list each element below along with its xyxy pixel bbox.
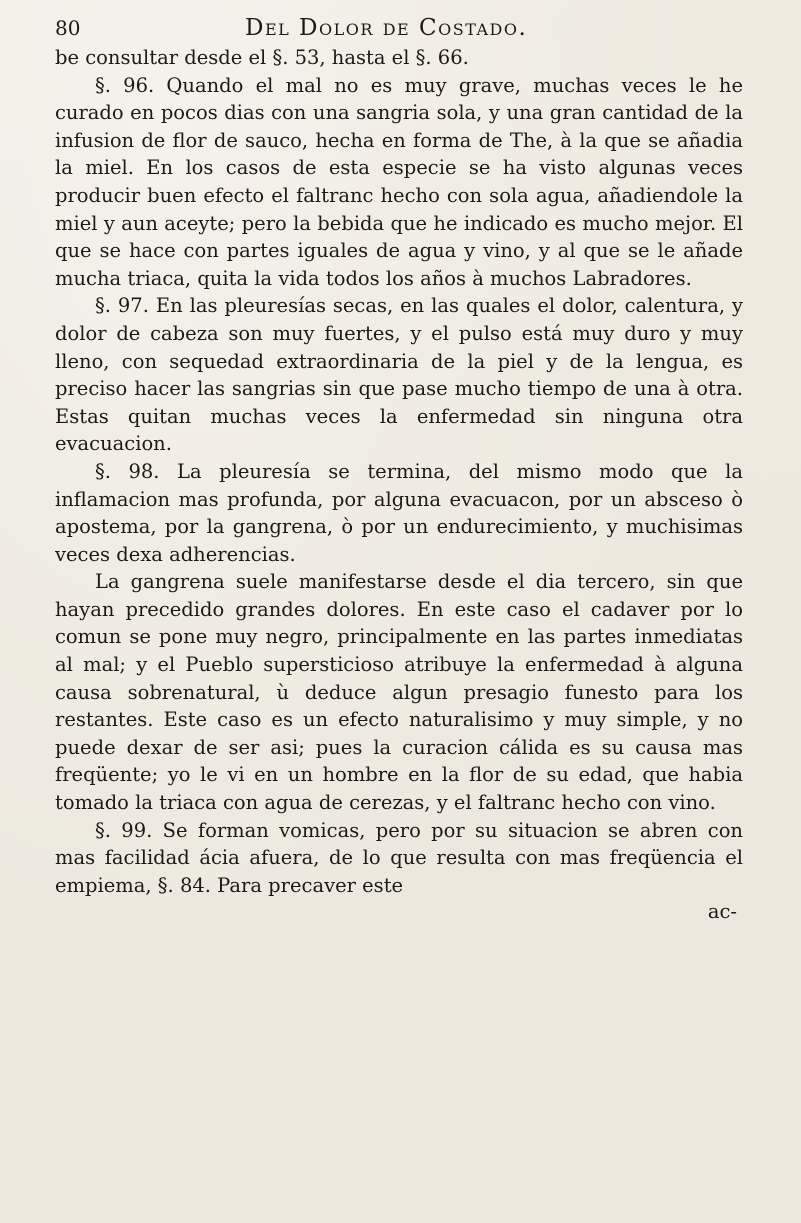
running-title: Del Dolor de Costado. bbox=[245, 15, 528, 41]
paragraph-section-98: §. 98. La pleuresía se termina, del mismo modo que la inflamacion mas profunda, por alguna evacuacon, por un absceso ò apostema, por la gangrena, ò por un endurecimiento, y muchisimas veces dexa adherencias. bbox=[55, 459, 743, 566]
running-head bbox=[55, 14, 743, 42]
catchword: ac- bbox=[707, 900, 737, 924]
page-number: 80 bbox=[55, 16, 81, 40]
paragraph-gangrena: La gangrena suele manifestarse desde el dia tercero, sin que hayan precedido grandes dolores. En este caso el cadaver por lo comun se pone muy negro, principalmente en las partes inmediatas al mal; y el Pueblo supersticioso atribuye la enfermedad à alguna causa sobrenatural, ù deduce algun presagio funesto para los restantes. Este caso es un efecto naturalisimo y muy simple, y no puede dexar de ser asi; pues la curacion cálida es su causa mas freqüente; yo le vi en un hombre en la flor de su edad, que habia tomado la triaca con agua de cerezas, y el faltranc hecho con vino. bbox=[55, 570, 743, 815]
paragraph-section-96: §. 96. Quando el mal no es muy grave, muchas veces le he curado en pocos dias con una sangria sola, y una gran cantidad de la infusion de flor de sauco, hecha en forma de The, à la que se añadia la miel. En los casos de esta especie se ha visto algunas veces producir buen efecto el faltranc hecho con sola agua, añadiendole la miel y aun aceyte; pero la bebida que he indicado es mucho mejor. El que se hace con partes iguales de agua y vino, y al que se le añade mucha triaca, quita la vida todos los años à muchos Labradores. bbox=[55, 73, 743, 290]
paragraph-section-99: §. 99. Se forman vomicas, pero por su situacion se abren con mas facilidad ácia afuera, de lo que resulta con mas freqüencia el empiema, §. 84. Para precaver este bbox=[55, 818, 743, 897]
paragraph-continuation: be consultar desde el §. 53, hasta el §. 66. bbox=[55, 46, 469, 69]
body-text bbox=[55, 44, 743, 899]
paragraph-section-97: §. 97. En las pleuresías secas, en las quales el dolor, calentura, y dolor de cabeza son muy fuertes, y el pulso está muy duro y muy lleno, con sequedad extraordinaria de la piel y de la lengua, es preciso hacer las sangrias sin que pase mucho tiempo de una à otra. Estas quitan muchas veces la enfermedad sin ninguna otra evacuacion. bbox=[55, 294, 743, 456]
